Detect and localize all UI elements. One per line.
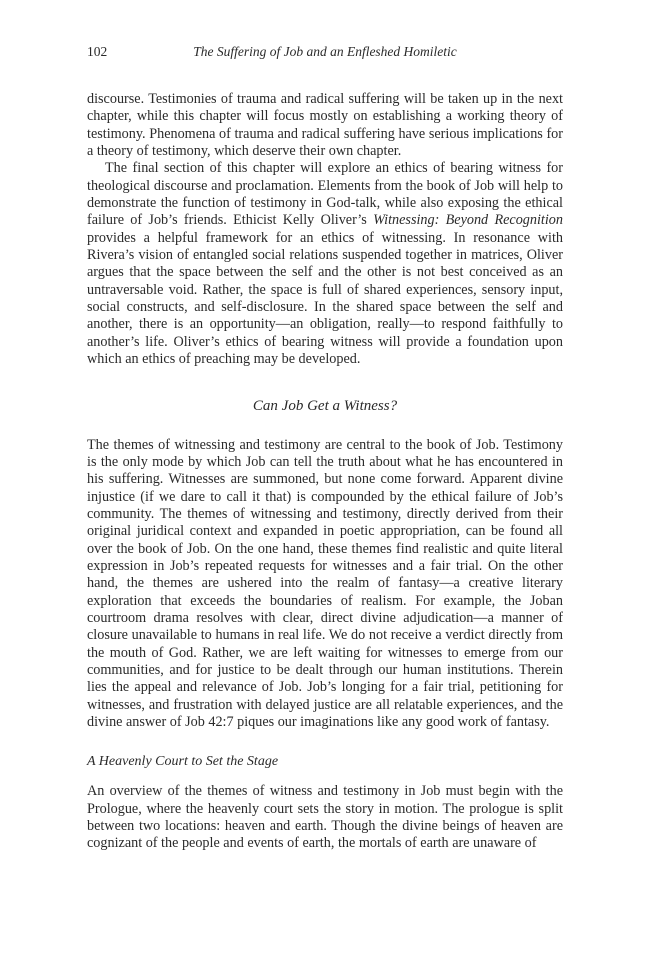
paragraph-text: The final section of this chapter will explore an ethics of bearing witness for theological discourse and proclamation. Elements from the book of Job will help to demonstrate the function of testimony in God-talk, while also exposing the ethical failure of Job’s friends. Ethicist Kelly Oliver’s: [87, 160, 563, 229]
paragraph: discourse. Testimonies of trauma and radical suffering will be taken up in the next chapter, while this chapter will focus mostly on establishing a working theory of testimony. Phenomena of trauma and radical suffering have serious implications for a theory of testimony, which deserve their own chapter.: [87, 91, 563, 160]
paragraph-text: provides a helpful framework for an ethics of witnessing. In resonance with Rivera’s vision of entangled social relations suspended together in matrices, Oliver argues that the space between the self and the other is not best conceived as an untraversable void. Rather, the space is full of shared experiences, sensory input, social constructs, and self-disclosure. In the shared space between the self and another, there is an opportunity—an obligation, really—to respond faithfully to another’s life. Oliver’s ethics of bearing witness will provide a foundation upon which an ethics of preaching may be developed.: [87, 229, 563, 368]
paragraph: The themes of witnessing and testimony are central to the book of Job. Testimony is the only mode by which Job can tell the truth about what he has encountered in his suffering. Witnesses are summoned, but none come forward. Apparent divine injustice (if we dare to call it that) is compounded by the ethical failure of Job’s community. The themes of witnessing and testimony, directly derived from their original juridical context and expanded in poetic appropriation, can be found all over the book of Job. On the one hand, these themes find realistic and quite literal expression in Job’s repeated requests for witnesses and a fair trial. On the other hand, the themes are ushered into the realm of fantasy—a creative literary exploration that exceeds the boundaries of realism. For example, the Joban courtroom drama resolves with clear, direct divine adjudication—a manner of closure unavailable to humans in real life. We do not receive a verdict directly from the mouth of God. Rather, we are left waiting for witnesses to emerge from our communities, and for justice to be dealt through our human institutions. Therein lies the appeal and relevance of Job. Job’s longing for a fair trial, petitioning for witnesses, and frustration with delayed justice are all relatable experiences, and the divine answer of Job 42:7 piques our imaginations like any good work of fantasy.: [87, 436, 563, 730]
paragraph: An overview of the themes of witness and testimony in Job must begin with the Prologue, where the heavenly court sets the story in motion. The prologue is split between two locations: heaven and earth. Though the divine beings of heaven are cognizant of the people and events of earth, the mortals of earth are unaware of: [87, 783, 563, 852]
book-title: Witnessing: Beyond Recognition: [373, 212, 563, 229]
running-title: The Suffering of Job and an Enfleshed Homiletic: [193, 44, 457, 59]
page-header: [87, 44, 563, 64]
section-heading: Can Job Get a Witness?: [252, 397, 398, 414]
body-text: [87, 91, 563, 853]
subsection-heading: A Heavenly Court to Set the Stage: [87, 754, 279, 770]
page-number: 102: [87, 44, 108, 59]
paragraph: [87, 160, 563, 368]
